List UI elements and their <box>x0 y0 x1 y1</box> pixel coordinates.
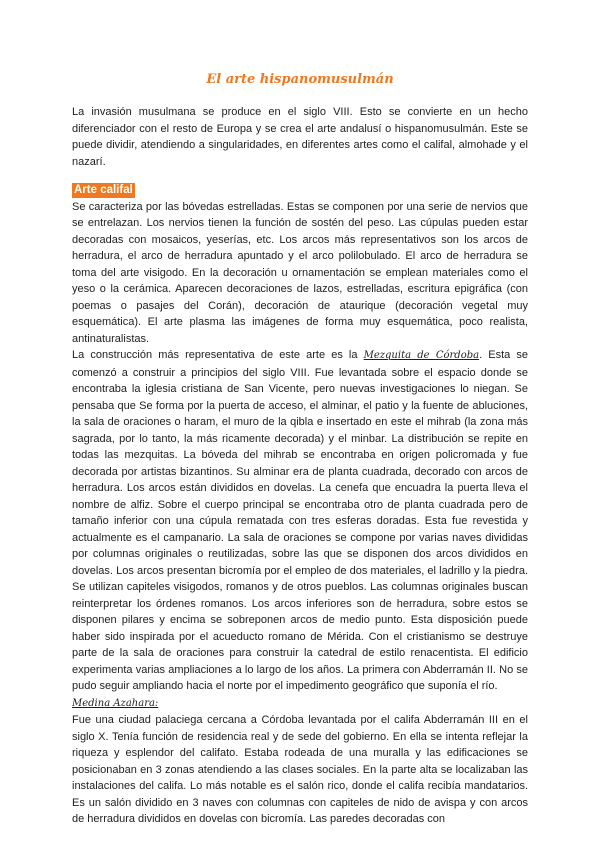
paragraph-2-rest: . Esta se comenzó a construir a principios del siglo VIII. Fue levantada sobre el espacio donde se encontraba la iglesia cristiana de San Vicente, pero nuevas investigaciones lo niegan. Se pensaba que Se forma por la puerta de acceso, el alminar, el patio y la fuente de abluciones, la sala de oraciones o haram, el muro de la qibla e insertado en este el mihrab (la zona más sagrada, por lo tanto, la más ricamente decorada) y el minbar. La distribución se repite en todas las mezquitas. La bóveda del mihrab se encontraba en origen policromada y fue decorada por artistas bizantinos. Su alminar era de planta cuadrada, decorado con arcos de herradura. Los arcos están divididos en dovelas. La cenefa que encuadra la puerta lleva el nombre de alfiz. Sobre el cuerpo principal se encontraba otro de planta cuadrada pero de tamaño inferior con una cúpula rematada con tres esferas doradas. Esta fue revestida y actualmente es el campanario. La sala de oraciones se compone por varias naves divididas por columnas originales o reutilizadas, sobre las que se disponen dos arcos divididos en dovelas. Los arcos presentan bicromía por el empleo de dos materiales, el ladrillo y la piedra. Se utilizan capiteles visigodos, romanos y de otros pueblos. Las columnas originales buscan reinterpretar los órdenes romanos. Los arcos inferiores son de herradura, sobre estos se disponen pilares y encima se sobreponen arcos de medio punto. Esta disposición puede haber sido inspirada por el acueducto romano de Mérida. Con el cristianismo se destruye parte de la sala de oraciones para construir la catedral de estilo renacentista. El edificio experimenta varias ampliaciones a lo largo de los años. La primera con Abderramán II. No se pudo seguir ampliando hacia el norte por el impedimento geográfico que suponía el río. <box>72 349 528 692</box>
califal-paragraph-3: Fue una ciudad palaciega cercana a Córdoba levantada por el califa Abderramán III en el siglo X. Tenía función de residencia real y de sede del gobierno. En ella se intenta reflejar la riqueza y esplendor del califato. Estaba rodeada de una muralla y las edificaciones se posicionaban en 3 zonas atendiendo a las clases sociales. En la parte alta se localizaban las instalaciones del califa. Lo más notable es el salón rico, donde el califa recibía mandatarios. Es un salón dividido en 3 naves con columnas con capiteles de nido de avispa y con arcos de herradura divididos en dovelas con bicromía. Las paredes decoradas con <box>72 714 528 825</box>
paragraph-2-start: La construcción más representativa de este arte es la <box>72 349 358 361</box>
califal-paragraph-2 <box>72 347 528 695</box>
medina-azahara-subheading: Medina Azahara: <box>72 697 159 709</box>
document-title: El arte hispanomusulmán <box>206 72 394 87</box>
section-heading: Arte califal <box>74 184 133 196</box>
section-arte-califal <box>72 182 528 828</box>
intro-paragraph: La invasión musulmana se produce en el siglo VIII. Esto se convierte en un hecho diferenciador con el resto de Europa y se crea el arte andalusí o hispanomusulmán. Este se puede dividir, atendiendo a singularidades, en diferentes artes como el califal, almohade y el nazarí. <box>72 106 528 168</box>
califal-paragraph-1: Se caracteriza por las bóvedas estrelladas. Estas se componen por una serie de nervios que se entrelazan. Los nervios tienen la función de sostén del peso. Las cúpulas pueden estar decoradas con mosaicos, yeserías, etc. Los arcos más representativos son los arcos de herradura, el arco de herradura apuntado y el arco polilobulado. El arco de herradura se toma del arte visigodo. En la decoración u ornamentación se emplean materiales como el yeso o la cerámica. Aparecen decoraciones de lazos, estrelladas, escritura epigráfica (con poemas o pasajes del Corán), decoración de ataurique (decoración vegetal muy esquemática). El arte plasma las imágenes de forma muy esquemática, poco realista, antinaturalistas. <box>72 200 528 345</box>
mezquita-link[interactable]: Mezquita de Córdoba <box>363 350 480 361</box>
